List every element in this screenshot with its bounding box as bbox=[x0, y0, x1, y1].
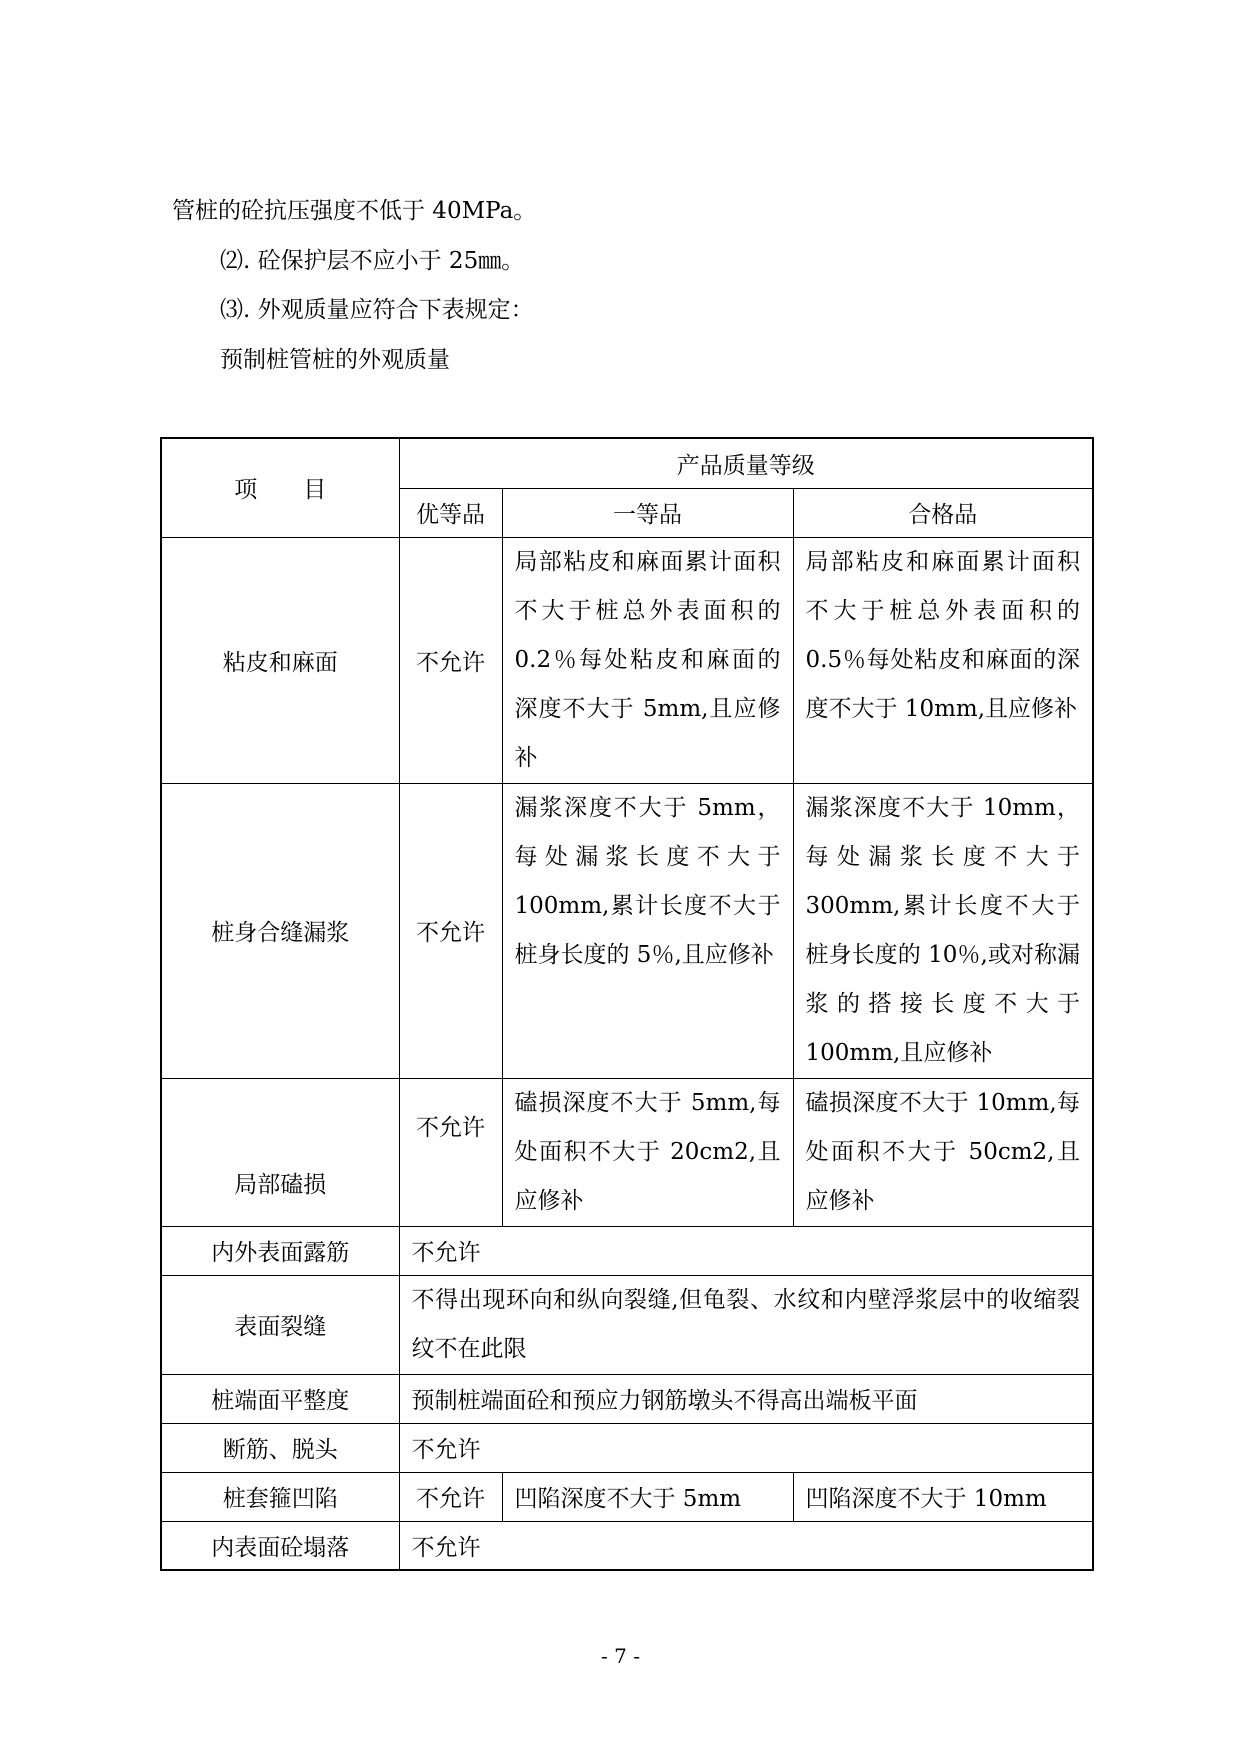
table-caption: 预制桩管桩的外观质量 bbox=[220, 347, 450, 373]
row-grade-first: 局部粘皮和麻面累计面积不大于桩总外表面积的 0.2％每处粘皮和麻面的深度不大于 5mm,且应修补 bbox=[502, 537, 793, 783]
paragraph-appearance: ⑶. 外观质量应符合下表规定： bbox=[220, 297, 534, 323]
row-grade-first: 磕损深度不大于 5mm,每处面积不大于 20cm2,且应修补 bbox=[502, 1078, 793, 1226]
page-number: - 7 - bbox=[601, 1644, 640, 1668]
row-item: 内表面砼塌落 bbox=[161, 1521, 399, 1570]
paragraph-strength: 管桩的砼抗压强度不低于 40MPa。 bbox=[172, 198, 537, 224]
row-grade-first: 漏浆深度不大于 5mm，每处漏浆长度不大于100mm,累计长度不大于桩身长度的 5％,且应修补 bbox=[502, 783, 793, 1078]
table-row bbox=[161, 783, 1093, 1078]
row-grade-qualified: 漏浆深度不大于 10mm，每处漏浆长度不大于300mm,累计长度不大于桩身长度的 10％,或对称漏浆的搭接长度不大于100mm,且应修补 bbox=[793, 783, 1093, 1078]
quality-table bbox=[160, 437, 1094, 1571]
row-requirement: 不得出现环向和纵向裂缝,但龟裂、水纹和内壁浮浆层中的收缩裂纹不在此限 bbox=[399, 1275, 1093, 1374]
table-row bbox=[161, 537, 1093, 783]
table-header-row bbox=[161, 438, 1093, 488]
row-requirement: 预制桩端面砼和预应力钢筋墩头不得高出端板平面 bbox=[399, 1374, 1093, 1423]
header-grade-qualified: 合格品 bbox=[793, 488, 1093, 537]
row-item: 桩套箍凹陷 bbox=[161, 1472, 399, 1521]
row-requirement: 不允许 bbox=[399, 1226, 1093, 1275]
row-grade-excellent: 不允许 bbox=[399, 1472, 502, 1521]
row-grade-qualified: 局部粘皮和麻面累计面积不大于桩总外表面积的 0.5％每处粘皮和麻面的深度不大于 10mm,且应修补 bbox=[793, 537, 1093, 783]
row-grade-qualified: 磕损深度不大于 10mm,每处面积不大于 50cm2,且应修补 bbox=[793, 1078, 1093, 1226]
row-grade-qualified: 凹陷深度不大于 10mm bbox=[793, 1472, 1093, 1521]
row-item: 桩端面平整度 bbox=[161, 1374, 399, 1423]
table-row bbox=[161, 1078, 1093, 1226]
row-grade-first: 凹陷深度不大于 5mm bbox=[502, 1472, 793, 1521]
header-grade-group: 产品质量等级 bbox=[399, 438, 1093, 488]
row-item: 粘皮和麻面 bbox=[161, 537, 399, 783]
paragraph-cover: ⑵. 砼保护层不应小于 25㎜。 bbox=[220, 248, 525, 274]
row-grade-excellent: 不允许 bbox=[399, 537, 502, 783]
row-requirement: 不允许 bbox=[399, 1521, 1093, 1570]
table-row bbox=[161, 1472, 1093, 1521]
row-requirement: 不允许 bbox=[399, 1423, 1093, 1472]
header-item: 项 目 bbox=[161, 438, 399, 537]
row-item: 局部磕损 bbox=[161, 1078, 399, 1226]
row-item: 表面裂缝 bbox=[161, 1275, 399, 1374]
table-row bbox=[161, 1423, 1093, 1472]
table-row bbox=[161, 1226, 1093, 1275]
table-row bbox=[161, 1275, 1093, 1374]
header-grade-excellent: 优等品 bbox=[399, 488, 502, 537]
row-grade-excellent: 不允许 bbox=[399, 1078, 502, 1226]
row-grade-excellent: 不允许 bbox=[399, 783, 502, 1078]
header-grade-first: 一等品 bbox=[502, 488, 793, 537]
row-item: 断筋、脱头 bbox=[161, 1423, 399, 1472]
table-row bbox=[161, 1374, 1093, 1423]
table-row bbox=[161, 1521, 1093, 1570]
row-item: 桩身合缝漏浆 bbox=[161, 783, 399, 1078]
row-item: 内外表面露筋 bbox=[161, 1226, 399, 1275]
